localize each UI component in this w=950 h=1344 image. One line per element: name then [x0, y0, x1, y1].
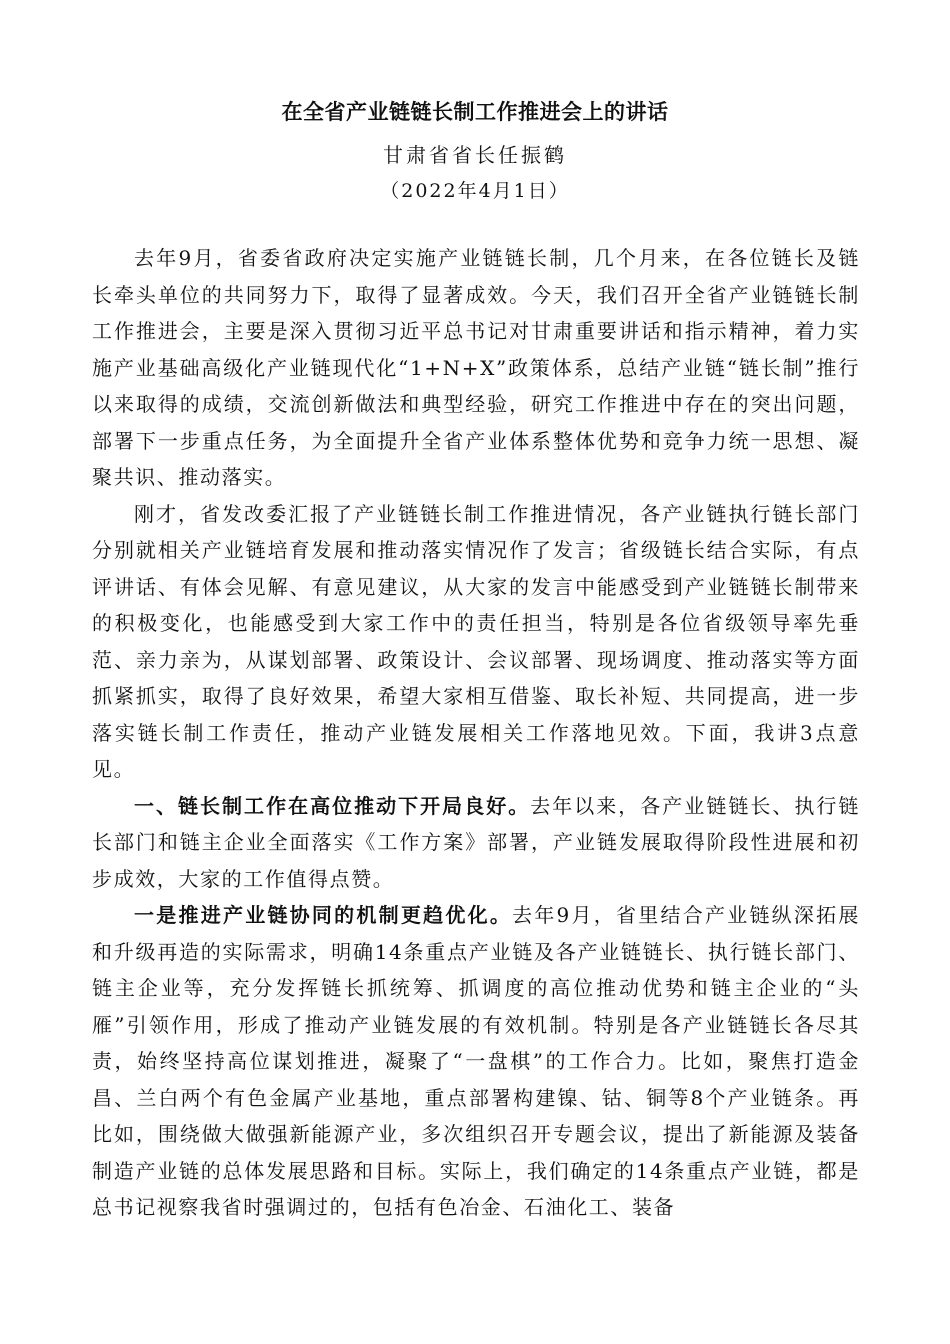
paragraph-4	[92, 897, 860, 1226]
paragraph-2	[92, 496, 860, 788]
paragraph-2-text: 刚才，省发改委汇报了产业链链长制工作推进情况，各产业链执行链长部门分别就相关产业链培育发展和推动落实情况作了发言；省级链长结合实际，有点评讲话、有体会见解、有意见建议，从大家的发言中能感受到产业链链长制带来的积极变化，也能感受到大家工作中的责任担当，特别是各位省级领导率先垂范、亲力亲为，从谋划部署、政策设计、会议部署、现场调度、推动落实等方面抓紧抓实，取得了良好效果，希望大家相互借鉴、取长补短、共同提高，进一步落实链长制工作责任，推动产业链发展相关工作落地见效。下面，我讲3点意见。	[92, 501, 860, 781]
paragraph-1	[92, 240, 860, 496]
paragraph-1-text: 去年9月，省委省政府决定实施产业链链长制，几个月来，在各位链长及链长牵头单位的共同努力下，取得了显著成效。今天，我们召开全省产业链链长制工作推进会，主要是深入贯彻习近平总书记对甘肃重要讲话和指示精神，着力实施产业基础高级化产业链现代化“1+N+X”政策体系，总结产业链“链长制”推行以来取得的成绩，交流创新做法和典型经验，研究工作推进中存在的突出问题，部署下一步重点任务，为全面提升全省产业体系整体优势和竞争力统一思想、凝聚共识、推动落实。	[92, 246, 860, 489]
document-author: 甘肃省省长任振鹤	[383, 143, 567, 167]
paragraph-3	[92, 788, 860, 898]
subsection-heading-1: 一是推进产业链协同的机制更趋优化。	[134, 903, 513, 927]
document-date: （2022年4月1日）	[380, 180, 570, 202]
section-heading-1: 一、链长制工作在高位推动下开局良好。	[134, 793, 531, 818]
paragraph-3-text: 去年以来，各产业链链长、执行链长部门和链主企业全面落实《工作方案》部署，产业链发展取得阶段性进展和初步成效，大家的工作值得点赞。	[92, 793, 860, 891]
paragraph-4-text: 去年9月，省里结合产业链纵深拓展和升级再造的实际需求，明确14条重点产业链及各产业链链长、执行链长部门、链主企业等，充分发挥链长抓统筹、抓调度的高位推动优势和链主企业的“头雁”引领作用，形成了推动产业链发展的有效机制。特别是各产业链链长各尽其责，始终坚持高位谋划推进，凝聚了“一盘棋”的工作合力。比如，聚焦打造金昌、兰白两个有色金属产业基地，重点部署构建镍、钴、铜等8个产业链条。再比如，围绕做大做强新能源产业，多次组织召开专题会议，提出了新能源及装备制造产业链的总体发展思路和目标。实际上，我们确定的14条重点产业链，都是总书记视察我省时强调过的，包括有色冶金、石油化工、装备	[92, 903, 860, 1219]
document-body	[92, 240, 860, 1226]
document-title: 在全省产业链链长制工作推进会上的讲话	[281, 99, 669, 124]
